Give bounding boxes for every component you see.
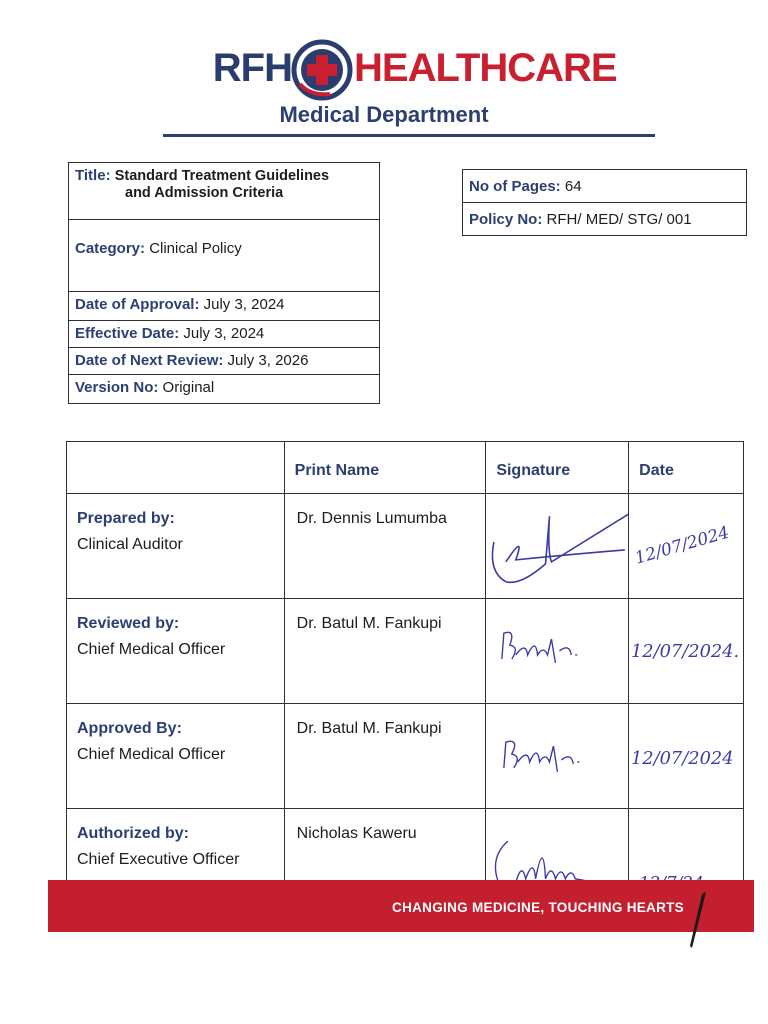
pages-value: 64 — [564, 177, 582, 195]
approval-header-row — [67, 442, 744, 494]
svg-text:12/07/2024: 12/07/2024 — [632, 521, 732, 568]
title-label: Title: — [75, 167, 111, 184]
pages-row — [463, 170, 747, 203]
category-label: Category: — [75, 240, 146, 257]
print-name: Nicholas Kaweru — [284, 809, 486, 914]
effective-date-row — [69, 321, 380, 348]
approval-date-row — [69, 292, 380, 321]
policy-info-table — [68, 162, 380, 404]
category-row — [69, 220, 380, 292]
handwritten-date — [629, 494, 743, 598]
next-review-value: July 3, 2026 — [227, 352, 309, 369]
header-blank — [67, 442, 285, 494]
footer-slogan: CHANGING MEDICINE, TOUCHING HEARTS — [392, 900, 684, 915]
role-cell — [67, 704, 285, 809]
role-title: Chief Medical Officer — [77, 641, 226, 658]
version-value: Original — [162, 379, 215, 396]
approval-date-value: July 3, 2024 — [203, 296, 285, 313]
policy-no-label: Policy No: — [469, 210, 543, 228]
role-label: Approved By: — [77, 720, 182, 737]
handwritten-signature-icon — [486, 599, 628, 703]
signature-cell — [486, 704, 629, 809]
role-title: Chief Executive Officer — [77, 851, 240, 868]
logo-text-healthcare: HEALTHCARE — [354, 46, 617, 90]
header-divider — [163, 134, 655, 137]
policy-title-line2: and Admission Criteria — [125, 185, 284, 201]
policy-no-row — [463, 203, 747, 236]
brush-slash-icon — [682, 890, 710, 950]
effective-date-value: July 3, 2024 — [183, 325, 265, 342]
role-cell — [67, 599, 285, 704]
handwritten-date — [629, 599, 743, 703]
svg-text:12/07/2024.: 12/07/2024. — [631, 640, 740, 662]
medical-cross-logo-icon — [290, 38, 354, 102]
handwritten-signature-icon — [486, 494, 628, 598]
print-name: Dr. Dennis Lumumba — [284, 494, 486, 599]
approval-date-label: Date of Approval: — [75, 296, 200, 313]
policy-title-line1: Standard Treatment Guidelines — [114, 168, 330, 184]
table-row — [67, 599, 744, 704]
category-value: Clinical Policy — [149, 240, 242, 257]
svg-text:12/07/2024: 12/07/2024 — [631, 747, 734, 769]
approval-table — [66, 441, 744, 914]
company-logo — [0, 38, 768, 108]
date-cell — [629, 599, 744, 704]
handwritten-date — [629, 704, 743, 808]
footer-banner — [48, 880, 754, 932]
role-title: Chief Medical Officer — [77, 746, 226, 763]
handwritten-signature-icon — [486, 704, 628, 808]
header-print-name: Print Name — [284, 442, 486, 494]
effective-date-label: Effective Date: — [75, 325, 180, 342]
role-label: Authorized by: — [77, 825, 189, 842]
logo-text-rfh: RFH — [212, 46, 292, 90]
print-name: Dr. Batul M. Fankupi — [284, 704, 486, 809]
role-label: Prepared by: — [77, 510, 175, 527]
date-cell — [629, 494, 744, 599]
department-title: Medical Department — [279, 102, 489, 127]
policy-meta-table — [462, 169, 747, 236]
pages-label: No of Pages: — [469, 177, 561, 195]
table-row — [67, 494, 744, 599]
header-date: Date — [629, 442, 744, 494]
role-label: Reviewed by: — [77, 615, 180, 632]
next-review-label: Date of Next Review: — [75, 352, 224, 369]
title-row — [69, 163, 380, 220]
signature-cell — [486, 599, 629, 704]
next-review-row — [69, 348, 380, 375]
policy-no-value: RFH/ MED/ STG/ 001 — [546, 210, 692, 228]
header-signature: Signature — [486, 442, 629, 494]
version-label: Version No: — [75, 379, 159, 396]
print-name: Dr. Batul M. Fankupi — [284, 599, 486, 704]
role-title: Clinical Auditor — [77, 536, 183, 553]
role-cell — [67, 494, 285, 599]
version-row — [69, 375, 380, 404]
table-row — [67, 704, 744, 809]
date-cell — [629, 704, 744, 809]
signature-cell — [486, 494, 629, 599]
